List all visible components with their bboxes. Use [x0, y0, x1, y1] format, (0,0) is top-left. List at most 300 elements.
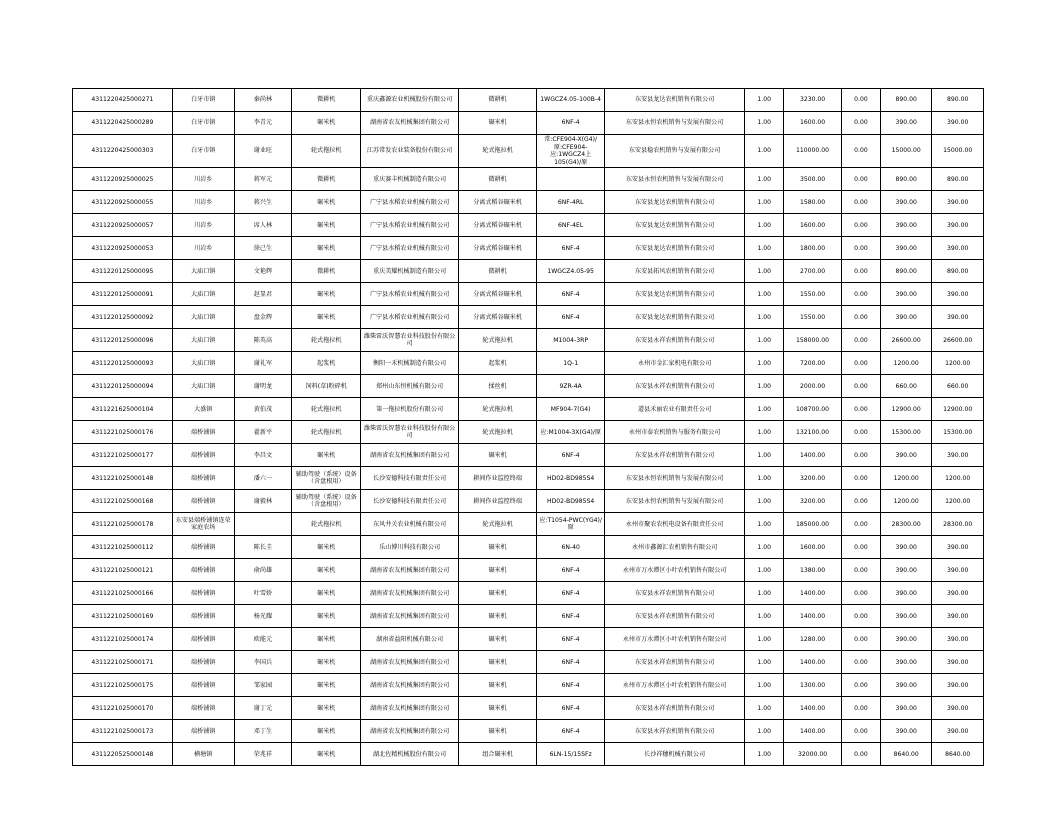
cell-id: 4311221025000121 — [73, 559, 173, 582]
cell-machine_type: 组合碾米机 — [458, 743, 536, 766]
cell-manufacturer: 湖南省农友机械集团有限公司 — [361, 112, 459, 135]
cell-name: 李昌文 — [234, 444, 292, 467]
cell-name: 盘金辉 — [234, 306, 292, 329]
cell-manufacturer: 广宁县水稻农业机械有限公司 — [361, 214, 459, 237]
table-row — [73, 467, 984, 490]
cell-id: 4311220525000148 — [73, 743, 173, 766]
cell-model: HD02-BD985S4 — [537, 467, 605, 490]
cell-category: 碾米机 — [292, 651, 361, 674]
cell-subsidy2: 390.00 — [932, 112, 984, 135]
cell-qty: 1.00 — [745, 214, 784, 237]
cell-zero: 0.00 — [841, 720, 880, 743]
cell-subsidy1: 890.00 — [880, 168, 931, 191]
cell-model — [537, 168, 605, 191]
cell-subsidy2: 890.00 — [932, 89, 984, 112]
cell-town: 川岩乡 — [172, 191, 234, 214]
cell-id: 4311221025000174 — [73, 628, 173, 651]
cell-name: 叶雪娇 — [234, 582, 292, 605]
cell-price: 3230.00 — [784, 89, 842, 112]
table-row — [73, 582, 984, 605]
cell-category: 轮式拖拉机 — [292, 421, 361, 444]
cell-zero: 0.00 — [841, 743, 880, 766]
cell-name: 俞尚雄 — [234, 559, 292, 582]
cell-id: 4311220425000289 — [73, 112, 173, 135]
cell-qty: 1.00 — [745, 720, 784, 743]
cell-machine_type: 轮式拖拉机 — [458, 398, 536, 421]
cell-town: 端桥铺镇 — [172, 628, 234, 651]
cell-town: 大庙口镇 — [172, 306, 234, 329]
table-row — [73, 398, 984, 421]
cell-zero: 0.00 — [841, 444, 880, 467]
cell-model: 6NF-4 — [537, 605, 605, 628]
cell-manufacturer: 广宁县水稻农业机械有限公司 — [361, 191, 459, 214]
cell-model: 应:T1054-PWC(YG4)/原 — [537, 513, 605, 536]
cell-seller: 东安县永恒农机销售与发展有限公司 — [605, 168, 745, 191]
cell-subsidy2: 390.00 — [932, 191, 984, 214]
cell-category: 碾米机 — [292, 191, 361, 214]
table-row — [73, 651, 984, 674]
table-row — [73, 421, 984, 444]
cell-subsidy1: 390.00 — [880, 283, 931, 306]
cell-manufacturer: 长沙安德科技有限责任公司 — [361, 467, 459, 490]
table-row — [73, 513, 984, 536]
table-row — [73, 743, 984, 766]
cell-name: 邹家园 — [234, 674, 292, 697]
cell-subsidy2: 890.00 — [932, 260, 984, 283]
cell-qty: 1.00 — [745, 89, 784, 112]
cell-seller: 永州市鑫源汇农机销售有限公司 — [605, 536, 745, 559]
cell-subsidy2: 660.00 — [932, 375, 984, 398]
cell-manufacturer: 湖南省农友机械集团有限公司 — [361, 582, 459, 605]
cell-zero: 0.00 — [841, 191, 880, 214]
cell-id: 4311221025000178 — [73, 513, 173, 536]
cell-subsidy1: 390.00 — [880, 536, 931, 559]
cell-town: 横塘镇 — [172, 743, 234, 766]
cell-seller: 东安县永祥农机销售有限公司 — [605, 697, 745, 720]
cell-subsidy2: 8640.00 — [932, 743, 984, 766]
cell-model: 6NF-4 — [537, 720, 605, 743]
table-row — [73, 375, 984, 398]
cell-zero: 0.00 — [841, 89, 880, 112]
cell-subsidy1: 390.00 — [880, 444, 931, 467]
cell-seller: 东安县永恒农机销售与发展有限公司 — [605, 490, 745, 513]
cell-town: 白牙市镇 — [172, 112, 234, 135]
cell-zero: 0.00 — [841, 237, 880, 260]
cell-subsidy1: 890.00 — [880, 260, 931, 283]
cell-town: 端桥铺镇 — [172, 651, 234, 674]
table-row — [73, 444, 984, 467]
cell-model: 6NF-4 — [537, 237, 605, 260]
cell-seller: 永州市金汇家机电有限公司 — [605, 352, 745, 375]
cell-category: 辅助驾驶（系统）设备（含盘根用） — [292, 490, 361, 513]
cell-name: 荣兆祥 — [234, 743, 292, 766]
cell-id: 4311221025000170 — [73, 697, 173, 720]
cell-subsidy2: 390.00 — [932, 720, 984, 743]
cell-category: 碾米机 — [292, 214, 361, 237]
cell-qty: 1.00 — [745, 559, 784, 582]
table-row — [73, 674, 984, 697]
cell-qty: 1.00 — [745, 352, 784, 375]
cell-qty: 1.00 — [745, 112, 784, 135]
cell-qty: 1.00 — [745, 375, 784, 398]
cell-model: 1WGCZ4.05-100B-4 — [537, 89, 605, 112]
cell-seller: 东安县永祥农机销售有限公司 — [605, 651, 745, 674]
cell-zero: 0.00 — [841, 697, 880, 720]
cell-machine_type: 碾米机 — [458, 536, 536, 559]
cell-model: 6NF-4 — [537, 697, 605, 720]
cell-qty: 1.00 — [745, 536, 784, 559]
cell-manufacturer: 湖南省农友机械集团有限公司 — [361, 720, 459, 743]
cell-category: 轮式拖拉机 — [292, 398, 361, 421]
cell-subsidy1: 390.00 — [880, 559, 931, 582]
cell-category: 碾米机 — [292, 628, 361, 651]
cell-model: 6NF-4 — [537, 444, 605, 467]
table-row — [73, 237, 984, 260]
cell-name: 蒋军元 — [234, 168, 292, 191]
cell-id: 4311221025000173 — [73, 720, 173, 743]
cell-manufacturer: 广宁县水稻农业机械有限公司 — [361, 237, 459, 260]
cell-category: 碾米机 — [292, 697, 361, 720]
cell-id: 4311221025000148 — [73, 467, 173, 490]
table-body — [73, 89, 984, 766]
cell-qty: 1.00 — [745, 168, 784, 191]
cell-qty: 1.00 — [745, 135, 784, 168]
cell-manufacturer: 衡阳一禾机械制造有限公司 — [361, 352, 459, 375]
cell-price: 3200.00 — [784, 490, 842, 513]
cell-zero: 0.00 — [841, 536, 880, 559]
cell-zero: 0.00 — [841, 421, 880, 444]
cell-subsidy2: 390.00 — [932, 697, 984, 720]
cell-machine_type: 轮式拖拉机 — [458, 513, 536, 536]
cell-category: 碾米机 — [292, 237, 361, 260]
cell-id: 4311221025000166 — [73, 582, 173, 605]
table-row — [73, 352, 984, 375]
cell-id: 4311221625000104 — [73, 398, 173, 421]
cell-subsidy2: 390.00 — [932, 605, 984, 628]
cell-town: 白牙市镇 — [172, 89, 234, 112]
cell-seller: 东安县永祥农机销售有限公司 — [605, 582, 745, 605]
cell-machine_type: 碾米机 — [458, 628, 536, 651]
cell-manufacturer: 郑州山东恒机械有限公司 — [361, 375, 459, 398]
cell-price: 1400.00 — [784, 444, 842, 467]
cell-zero: 0.00 — [841, 306, 880, 329]
cell-subsidy1: 390.00 — [880, 191, 931, 214]
cell-town: 大庙口镇 — [172, 283, 234, 306]
cell-subsidy2: 26600.00 — [932, 329, 984, 352]
cell-price: 3200.00 — [784, 467, 842, 490]
cell-town: 川岩乡 — [172, 237, 234, 260]
cell-seller: 东安县龙达农机销售有限公司 — [605, 283, 745, 306]
cell-id: 4311220125000091 — [73, 283, 173, 306]
table-row — [73, 306, 984, 329]
cell-town: 端桥铺镇 — [172, 582, 234, 605]
cell-manufacturer: 重庆美耀机械制造有限公司 — [361, 260, 459, 283]
table-row — [73, 191, 984, 214]
cell-subsidy1: 1200.00 — [880, 467, 931, 490]
cell-town: 东安县端桥铺镇连荣家庭农场 — [172, 513, 234, 536]
cell-zero: 0.00 — [841, 651, 880, 674]
cell-town: 大盛镇 — [172, 398, 234, 421]
cell-name: 秦尚林 — [234, 89, 292, 112]
cell-price: 1600.00 — [784, 214, 842, 237]
cell-subsidy2: 390.00 — [932, 444, 984, 467]
cell-zero: 0.00 — [841, 260, 880, 283]
cell-seller: 东安县龙达农机销售有限公司 — [605, 214, 745, 237]
cell-category: 辅助驾驶（系统）设备（含盘根用） — [292, 467, 361, 490]
cell-name: 谢丁元 — [234, 697, 292, 720]
cell-machine_type: 耕间作业监控终端 — [458, 490, 536, 513]
cell-subsidy2: 15300.00 — [932, 421, 984, 444]
cell-category: 轮式拖拉机 — [292, 513, 361, 536]
cell-subsidy1: 390.00 — [880, 214, 931, 237]
cell-name: 黄伯茂 — [234, 398, 292, 421]
table-row — [73, 536, 984, 559]
cell-category: 碾米机 — [292, 674, 361, 697]
cell-seller: 东安县龙达农机销售有限公司 — [605, 237, 745, 260]
cell-seller: 东安县永恒农机销售与发展有限公司 — [605, 112, 745, 135]
cell-seller: 东安县永祥农机销售有限公司 — [605, 375, 745, 398]
table-row — [73, 720, 984, 743]
cell-qty: 1.00 — [745, 329, 784, 352]
cell-model: 6NF-4EL — [537, 214, 605, 237]
cell-id: 4311220925000025 — [73, 168, 173, 191]
cell-price: 2700.00 — [784, 260, 842, 283]
cell-id: 4311220125000095 — [73, 260, 173, 283]
cell-id: 4311220925000053 — [73, 237, 173, 260]
cell-price: 1800.00 — [784, 237, 842, 260]
cell-machine_type: 碾米机 — [458, 582, 536, 605]
cell-subsidy1: 390.00 — [880, 697, 931, 720]
cell-seller: 东安县龙达农机销售有限公司 — [605, 191, 745, 214]
cell-price: 1400.00 — [784, 605, 842, 628]
cell-id: 4311220425000271 — [73, 89, 173, 112]
cell-price: 185000.00 — [784, 513, 842, 536]
cell-machine_type: 分离式稻谷碾米机 — [458, 214, 536, 237]
cell-id: 4311220125000093 — [73, 352, 173, 375]
cell-subsidy1: 390.00 — [880, 306, 931, 329]
cell-manufacturer: 湖南省农友机械集团有限公司 — [361, 605, 459, 628]
cell-qty: 1.00 — [745, 260, 784, 283]
cell-id: 4311220125000092 — [73, 306, 173, 329]
cell-subsidy2: 390.00 — [932, 237, 984, 260]
cell-manufacturer: 潍柴雷沃智慧农业科技股份有限公司 — [361, 421, 459, 444]
cell-machine_type: 分离式稻谷碾米机 — [458, 283, 536, 306]
cell-id: 4311221025000177 — [73, 444, 173, 467]
cell-manufacturer: 湖南省农友机械集团有限公司 — [361, 651, 459, 674]
cell-zero: 0.00 — [841, 329, 880, 352]
cell-subsidy2: 390.00 — [932, 559, 984, 582]
cell-manufacturer: 湖南省农友机械集团有限公司 — [361, 697, 459, 720]
cell-price: 1400.00 — [784, 651, 842, 674]
cell-model: MF904-7(G4) — [537, 398, 605, 421]
cell-subsidy1: 1200.00 — [880, 352, 931, 375]
cell-subsidy1: 1200.00 — [880, 490, 931, 513]
cell-manufacturer: 湖南省农友机械集团有限公司 — [361, 674, 459, 697]
cell-machine_type: 起浆机 — [458, 352, 536, 375]
cell-seller: 东安县永祥农机销售有限公司 — [605, 329, 745, 352]
cell-qty: 1.00 — [745, 306, 784, 329]
cell-model: 6NF-4 — [537, 628, 605, 651]
cell-name: 杨光耀 — [234, 605, 292, 628]
cell-subsidy1: 390.00 — [880, 674, 931, 697]
cell-id: 4311221025000175 — [73, 674, 173, 697]
cell-model: 6NF-4 — [537, 582, 605, 605]
cell-price: 108700.00 — [784, 398, 842, 421]
cell-id: 4311220425000303 — [73, 135, 173, 168]
cell-category: 碾米机 — [292, 743, 361, 766]
table-row — [73, 329, 984, 352]
cell-town: 端桥铺镇 — [172, 674, 234, 697]
cell-subsidy2: 390.00 — [932, 283, 984, 306]
table-row — [73, 168, 984, 191]
cell-qty: 1.00 — [745, 444, 784, 467]
cell-name: 陈长圭 — [234, 536, 292, 559]
cell-zero: 0.00 — [841, 582, 880, 605]
cell-model: 9ZR-4A — [537, 375, 605, 398]
cell-seller: 东安县拓风农机销售有限公司 — [605, 260, 745, 283]
cell-subsidy2: 390.00 — [932, 674, 984, 697]
cell-qty: 1.00 — [745, 513, 784, 536]
cell-qty: 1.00 — [745, 191, 784, 214]
cell-subsidy1: 390.00 — [880, 237, 931, 260]
cell-subsidy1: 390.00 — [880, 582, 931, 605]
cell-zero: 0.00 — [841, 467, 880, 490]
cell-manufacturer: 重庆鑫源农业机械股份有限公司 — [361, 89, 459, 112]
cell-subsidy1: 26600.00 — [880, 329, 931, 352]
cell-model: M1004-3RP — [537, 329, 605, 352]
cell-subsidy2: 1200.00 — [932, 352, 984, 375]
cell-machine_type: 耕间作业监控终端 — [458, 467, 536, 490]
cell-model: 6NF-4RL — [537, 191, 605, 214]
cell-qty: 1.00 — [745, 421, 784, 444]
cell-subsidy2: 15000.00 — [932, 135, 984, 168]
cell-model: 6NF-4 — [537, 283, 605, 306]
cell-manufacturer: 东风井关农业机械有限公司 — [361, 513, 459, 536]
cell-manufacturer: 广宁县水稻农业机械有限公司 — [361, 306, 459, 329]
cell-zero: 0.00 — [841, 559, 880, 582]
cell-name: 谢业旺 — [234, 135, 292, 168]
cell-subsidy1: 390.00 — [880, 651, 931, 674]
cell-category: 起浆机 — [292, 352, 361, 375]
cell-subsidy1: 390.00 — [880, 605, 931, 628]
cell-zero: 0.00 — [841, 605, 880, 628]
cell-id: 4311221025000169 — [73, 605, 173, 628]
subsidy-table — [72, 88, 984, 766]
cell-name: 潘六一 — [234, 467, 292, 490]
cell-category: 微耕机 — [292, 260, 361, 283]
cell-name: 席人林 — [234, 214, 292, 237]
cell-machine_type: 揉丝机 — [458, 375, 536, 398]
cell-machine_type: 微耕机 — [458, 260, 536, 283]
cell-category: 碾米机 — [292, 605, 361, 628]
cell-town: 端桥铺镇 — [172, 421, 234, 444]
cell-manufacturer: 长沙安德科技有限责任公司 — [361, 490, 459, 513]
cell-town: 端桥铺镇 — [172, 720, 234, 743]
cell-town: 大庙口镇 — [172, 260, 234, 283]
cell-town: 川岩乡 — [172, 214, 234, 237]
cell-seller: 永州市聚农农机电设备有限责任公司 — [605, 513, 745, 536]
cell-machine_type: 轮式拖拉机 — [458, 421, 536, 444]
cell-machine_type: 分离式稻谷碾米机 — [458, 237, 536, 260]
cell-town: 端桥铺镇 — [172, 697, 234, 720]
cell-machine_type: 轮式拖拉机 — [458, 329, 536, 352]
cell-seller: 东安县永祥农机销售有限公司 — [605, 720, 745, 743]
table-row — [73, 214, 984, 237]
cell-machine_type: 碾米机 — [458, 674, 536, 697]
cell-town: 端桥铺镇 — [172, 467, 234, 490]
cell-price: 1280.00 — [784, 628, 842, 651]
cell-model: 6NF-4 — [537, 112, 605, 135]
cell-town: 大庙口镇 — [172, 352, 234, 375]
cell-subsidy1: 390.00 — [880, 628, 931, 651]
cell-subsidy1: 390.00 — [880, 112, 931, 135]
cell-name: 欧能元 — [234, 628, 292, 651]
cell-name — [234, 513, 292, 536]
table-row — [73, 283, 984, 306]
cell-machine_type: 碾米机 — [458, 444, 536, 467]
cell-category: 碾米机 — [292, 559, 361, 582]
cell-seller: 东安县永恒农机销售与发展有限公司 — [605, 467, 745, 490]
cell-id: 4311221025000168 — [73, 490, 173, 513]
cell-zero: 0.00 — [841, 398, 880, 421]
cell-zero: 0.00 — [841, 674, 880, 697]
cell-seller: 永州市万水潭区小叶农机销售有限公司 — [605, 628, 745, 651]
cell-subsidy2: 390.00 — [932, 536, 984, 559]
cell-machine_type: 微耕机 — [458, 168, 536, 191]
cell-zero: 0.00 — [841, 168, 880, 191]
cell-machine_type: 碾米机 — [458, 112, 536, 135]
cell-qty: 1.00 — [745, 674, 784, 697]
cell-subsidy2: 890.00 — [932, 168, 984, 191]
cell-seller: 永州市万水潭区小叶农机销售有限公司 — [605, 559, 745, 582]
cell-price: 1400.00 — [784, 582, 842, 605]
table-row — [73, 559, 984, 582]
cell-town: 端桥铺镇 — [172, 444, 234, 467]
cell-model: 6NF-4 — [537, 559, 605, 582]
cell-model: HD02-BD985S4 — [537, 490, 605, 513]
cell-model: 6NF-4 — [537, 651, 605, 674]
cell-town: 端桥铺镇 — [172, 536, 234, 559]
cell-price: 1580.00 — [784, 191, 842, 214]
cell-name: 文艳辉 — [234, 260, 292, 283]
cell-manufacturer: 湖北佐精机械股份有限公司 — [361, 743, 459, 766]
cell-name: 谢礼军 — [234, 352, 292, 375]
table-row — [73, 135, 984, 168]
cell-seller: 东安县龙达农机销售有限公司 — [605, 306, 745, 329]
cell-zero: 0.00 — [841, 352, 880, 375]
cell-price: 2000.00 — [784, 375, 842, 398]
cell-town: 端桥铺镇 — [172, 490, 234, 513]
cell-category: 碾米机 — [292, 720, 361, 743]
cell-town: 大庙口镇 — [172, 329, 234, 352]
cell-seller: 东安县龙达农机销售有限公司 — [605, 89, 745, 112]
cell-model: 应:M1004-3X(G4)/原 — [537, 421, 605, 444]
cell-subsidy2: 390.00 — [932, 651, 984, 674]
cell-id: 4311220125000094 — [73, 375, 173, 398]
cell-zero: 0.00 — [841, 214, 880, 237]
cell-machine_type: 碾米机 — [458, 651, 536, 674]
cell-price: 32000.00 — [784, 743, 842, 766]
cell-subsidy1: 660.00 — [880, 375, 931, 398]
cell-manufacturer: 重庆赛丰机械制造有限公司 — [361, 168, 459, 191]
cell-model: 6NF-4 — [537, 674, 605, 697]
cell-price: 7200.00 — [784, 352, 842, 375]
cell-manufacturer: 湖南省益阳机械有限公司 — [361, 628, 459, 651]
cell-model: 6N-40 — [537, 536, 605, 559]
cell-zero: 0.00 — [841, 112, 880, 135]
table-row — [73, 605, 984, 628]
cell-name: 李国兵 — [234, 651, 292, 674]
